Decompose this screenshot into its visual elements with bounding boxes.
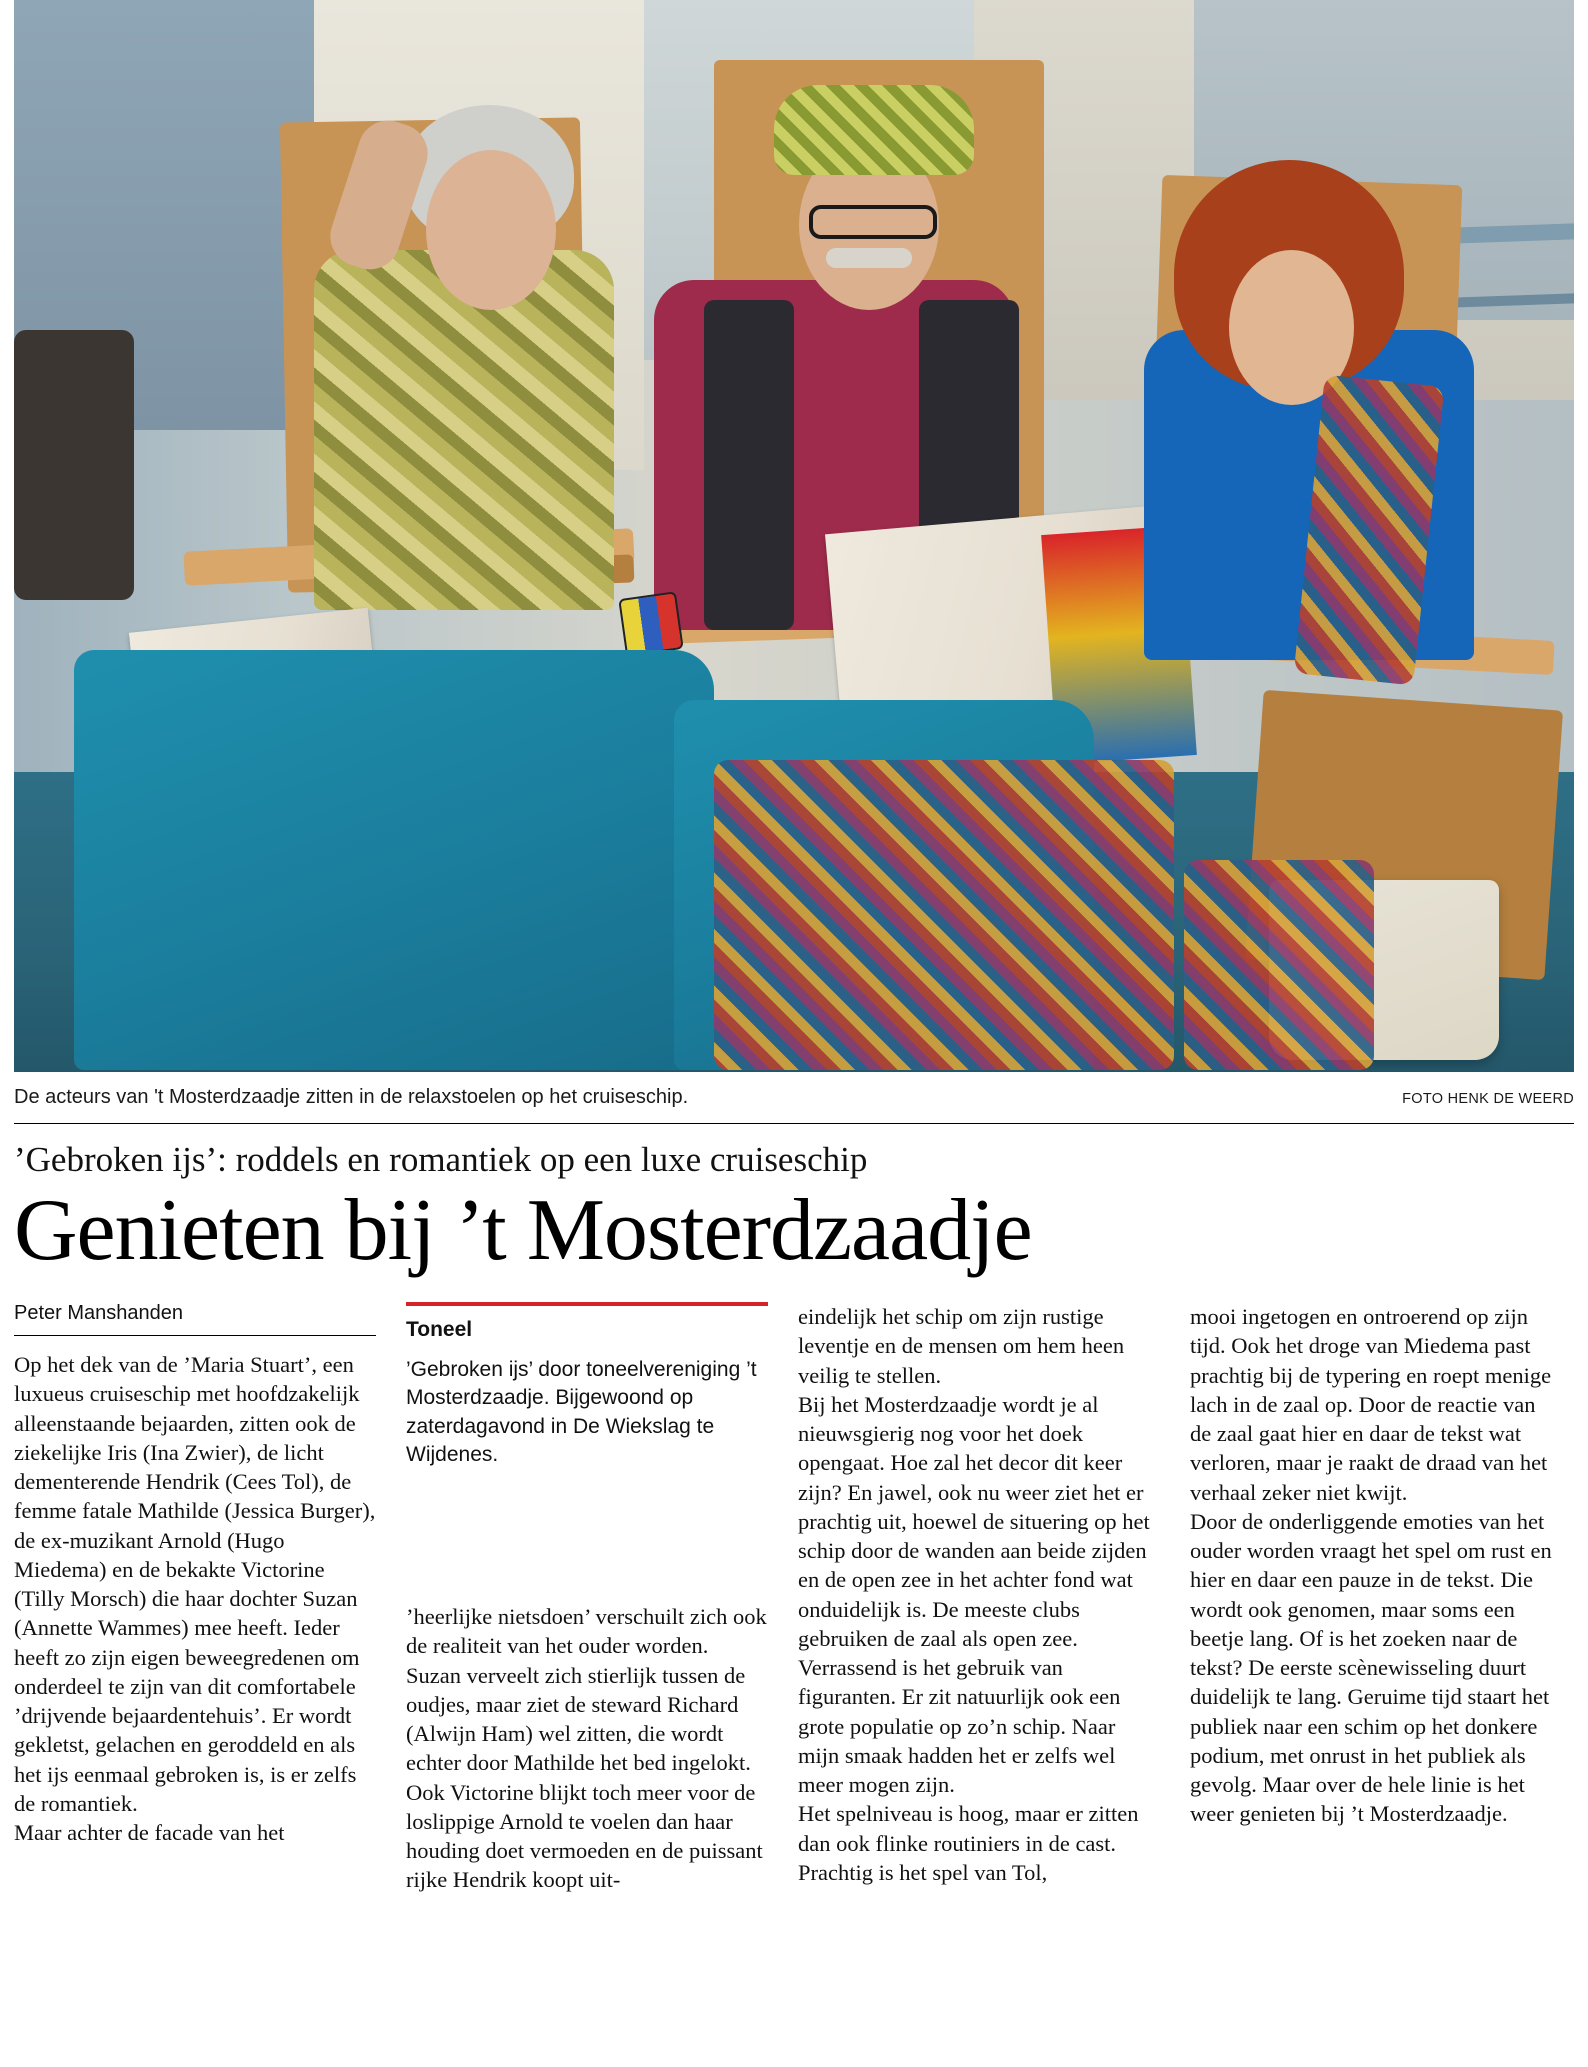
actor-hendrik-glasses <box>809 205 937 239</box>
paragraph: mooi ingetogen en ontroerend op zijn tijd. Ook het droge van Miedema past prachtig bij de typering en roept menige lach in de zaal op. Door de reactie van de zaal gaat hier en daar de tekst wat verloren, maar je raakt de draad van het verhaal zeker niet kwijt. <box>1190 1304 1552 1505</box>
photo-credit: FOTO HENK DE WEERD <box>1402 1091 1574 1107</box>
column-1-body <box>14 1350 376 1847</box>
actor-iris-head <box>426 150 556 310</box>
paragraph: ’heerlijke nietsdoen’ verschuilt zich ook de realiteit van het ouder worden. Suzan verveelt zich stierlijk tussen de oudjes, maar ziet de steward Richard (Alwijn Ham) wel zitten, die wordt echter door Mathilde het bed ingelokt. Ook Victorine blijkt toch meer voor de loslippige Arnold te voelen dan haar houding doet vermoeden en de puissant rijke Hendrik koopt uit- <box>406 1604 767 1893</box>
column-2-spacer <box>406 1302 768 1467</box>
infobox-rule <box>406 1302 768 1306</box>
paragraph: Het spelniveau is hoog, maar er zitten dan ook flinke routiniers in de cast. Prachtig is het spel van Tol, <box>798 1801 1139 1885</box>
caption-divider <box>14 1123 1574 1124</box>
article-byline: Peter Manshanden <box>14 1302 184 1324</box>
actor-hendrik-moustache <box>826 248 912 268</box>
article-kicker: ’Gebroken ijs’: roddels en romantiek op een luxe cruiseschip <box>14 1140 868 1179</box>
column-3-body <box>798 1302 1160 1887</box>
paragraph: Maar achter de facade van het <box>14 1820 285 1845</box>
paragraph: eindelijk het schip om zijn rustige leventje en de mensen om hem heen veilig te stellen. <box>798 1304 1125 1388</box>
prop-paisley-blanket-right <box>1184 860 1374 1070</box>
column-4 <box>1190 1302 1552 1895</box>
prop-blanket-left <box>74 650 714 1070</box>
column-1 <box>14 1302 376 1895</box>
actor-iris-body <box>314 250 614 610</box>
byline-divider <box>14 1335 376 1336</box>
article-photo <box>14 0 1574 1072</box>
photo-caption: De acteurs van 't Mosterdzaadje zitten in de relaxstoelen op het cruiseschip. <box>14 1086 689 1108</box>
article-headline: Genieten bij ’t Mosterdzaadje <box>14 1182 1032 1280</box>
prop-bag-far-left <box>14 330 134 600</box>
photo-scene <box>14 0 1574 1072</box>
column-4-body <box>1190 1302 1552 1829</box>
paragraph: Door de onderliggende emoties van het ouder worden vraagt het spel om rust en hier en daar een pauze in de tekst. Die wordt ook genomen, maar soms een beetje lang. Of is het zoeken naar de tekst? De eerste scènewisseling duurt duidelijk te lang. Geruime tijd staart het publiek naar een schim op het donkere podium, met onrust in het publiek als gevolg. Maar over de hele linie is het weer genieten bij ’t Mosterdzaadje. <box>1190 1508 1552 1827</box>
prop-rubiks-cube <box>618 591 684 657</box>
actor-hendrik-vest-left <box>704 300 794 630</box>
paragraph: Bij het Mosterdzaadje wordt je al nieuwsgierig nog voor het doek opengaat. Hoe zal het decor dit keer zijn? En jawel, ook nu weer ziet het er prachtig uit, hoewel de situering op het schip door de wanden aan beide zijden en de open zee in het achter fond wat onduidelijk is. De meeste clubs gebruiken de zaal als open zee. Verrassend is het gebruik van figuranten. Er zit natuurlijk ook een grote populatie op zo’n schip. Naar mijn smaak hadden het er zelfs wel meer mogen zijn. <box>798 1391 1150 1797</box>
actor-hendrik-flatcap <box>774 85 974 175</box>
infobox-text: ’Gebroken ijs’ door toneelvereniging ’t Mosterdzaadje. Bijgewoond op zaterdagavond in De Wiekslag te Wijdenes. <box>406 1358 757 1467</box>
prop-paisley-blanket <box>714 760 1174 1070</box>
infobox-title: Toneel <box>406 1318 473 1341</box>
paragraph: Op het dek van de ’Maria Stuart’, een luxueus cruiseschip met hoofdzakelijk alleenstaande bejaarden, zitten ook de ziekelijke Iris (Ina Zwier), de licht dementerende Hendrik (Cees Tol), de femme fatale Mathilde (Jessica Burger), de ex-muzikant Arnold (Hugo Miedema) en de bekakte Victorine (Tilly Morsch) die haar dochter Suzan (Annette Wammes) mee heeft. Ieder heeft zo zijn eigen beweegredenen om onderdeel te zijn van dit comfortabele ’drijvende bejaardentehuis’. Er wordt gekletst, gelachen en geroddeld en als het ijs eenmaal gebroken is, is er zelfs de romantiek. <box>14 1352 376 1816</box>
column-2-body <box>406 1602 768 1895</box>
photo-caption-row <box>14 1086 1574 1119</box>
column-3 <box>798 1302 1160 1895</box>
column-2 <box>406 1302 768 1895</box>
article-columns <box>14 1302 1574 1895</box>
